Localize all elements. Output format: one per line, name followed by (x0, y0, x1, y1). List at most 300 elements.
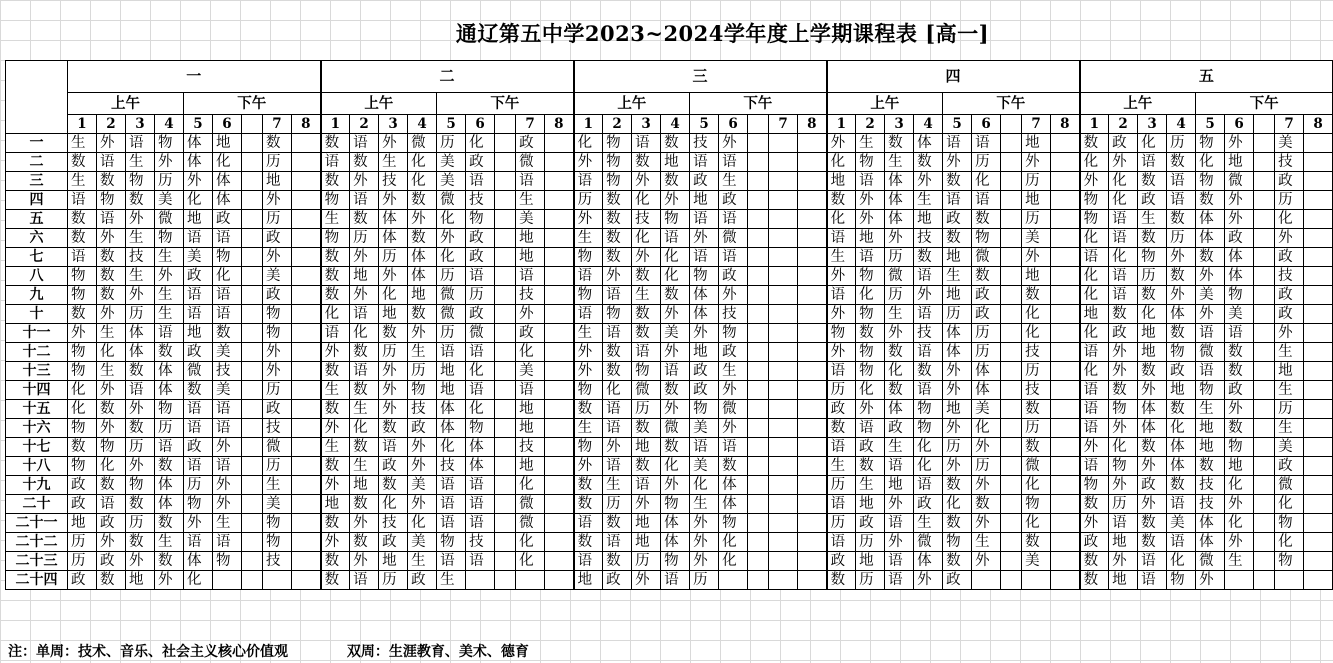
subject-cell: 语 (1109, 229, 1138, 248)
period-gap-cell (242, 153, 263, 172)
subject-cell: 数 (1196, 191, 1225, 210)
subject-cell: 语 (1109, 210, 1138, 229)
period-number: 4 (661, 115, 690, 134)
subject-cell: 语 (1167, 172, 1196, 191)
subject-cell: 外 (885, 495, 914, 514)
subject-cell: 外 (690, 514, 719, 533)
subject-cell: 数 (68, 210, 97, 229)
subject-cell: 语 (466, 476, 495, 495)
period-gap-cell (242, 191, 263, 210)
subject-cell: 外 (632, 172, 661, 191)
subject-cell (545, 400, 574, 419)
subject-cell: 地 (885, 476, 914, 495)
subject-cell: 数 (1225, 343, 1254, 362)
day-header: 五 (1080, 61, 1333, 93)
period-gap-cell (242, 533, 263, 552)
subject-cell: 外 (408, 210, 437, 229)
subject-cell: 政 (885, 419, 914, 438)
period-gap-cell (495, 134, 516, 153)
subject-cell: 化 (661, 267, 690, 286)
subject-cell: 微 (516, 514, 545, 533)
subject-cell: 外 (632, 495, 661, 514)
subject-cell: 物 (321, 191, 350, 210)
subject-cell: 数 (321, 172, 350, 191)
period-number: 4 (914, 115, 943, 134)
subject-cell: 外 (719, 134, 748, 153)
period-gap-cell (495, 210, 516, 229)
class-row (6, 400, 1333, 419)
subject-cell: 语 (350, 305, 379, 324)
subject-cell (545, 457, 574, 476)
subject-cell: 体 (126, 343, 155, 362)
period-gap-cell (242, 438, 263, 457)
subject-cell: 外 (213, 495, 242, 514)
subject-cell: 语 (213, 457, 242, 476)
subject-cell: 地 (379, 305, 408, 324)
subject-cell: 微 (632, 381, 661, 400)
morning-header: 上午 (574, 93, 690, 115)
period-gap-cell (748, 552, 769, 571)
subject-cell: 外 (719, 381, 748, 400)
subject-cell: 化 (856, 381, 885, 400)
subject-cell: 物 (97, 438, 126, 457)
class-row (6, 362, 1333, 381)
subject-cell: 物 (1196, 134, 1225, 153)
subject-cell: 体 (690, 286, 719, 305)
subject-cell (798, 134, 827, 153)
subject-cell: 化 (437, 210, 466, 229)
class-label: 二十一 (6, 514, 68, 533)
subject-cell: 微 (1196, 343, 1225, 362)
subject-cell: 外 (1196, 571, 1225, 590)
subject-cell: 政 (97, 552, 126, 571)
subject-cell: 数 (321, 134, 350, 153)
subject-cell: 生 (885, 305, 914, 324)
subject-cell (292, 191, 321, 210)
subject-cell: 外 (155, 153, 184, 172)
class-row (6, 134, 1333, 153)
subject-cell: 化 (1022, 514, 1051, 533)
subject-cell: 微 (437, 191, 466, 210)
subject-cell: 数 (126, 419, 155, 438)
period-gap-cell (1001, 248, 1022, 267)
subject-cell: 政 (690, 172, 719, 191)
subject-cell: 政 (1080, 533, 1109, 552)
subject-cell: 数 (155, 343, 184, 362)
subject-cell: 外 (943, 419, 972, 438)
period-gap-cell (1254, 514, 1275, 533)
subject-cell: 语 (213, 305, 242, 324)
subject-cell: 政 (1109, 324, 1138, 343)
subject-cell: 地 (632, 514, 661, 533)
subject-cell: 物 (437, 533, 466, 552)
subject-cell: 外 (350, 172, 379, 191)
subject-cell: 化 (516, 552, 545, 571)
subject-cell: 化 (1080, 229, 1109, 248)
subject-cell: 地 (408, 286, 437, 305)
subject-cell (292, 362, 321, 381)
subject-cell (769, 552, 798, 571)
subject-cell (292, 248, 321, 267)
subject-cell: 化 (321, 305, 350, 324)
subject-cell: 数 (661, 438, 690, 457)
period-number: 3 (126, 115, 155, 134)
subject-cell: 体 (184, 552, 213, 571)
subject-cell: 语 (719, 210, 748, 229)
subject-cell: 化 (943, 495, 972, 514)
subject-cell (292, 172, 321, 191)
subject-cell: 化 (1138, 134, 1167, 153)
subject-cell (1051, 134, 1080, 153)
subject-cell: 外 (350, 552, 379, 571)
subject-cell (1304, 172, 1333, 191)
subject-cell: 历 (972, 457, 1001, 476)
morning-header: 上午 (321, 93, 437, 115)
subject-cell: 美 (408, 476, 437, 495)
subject-cell: 技 (466, 191, 495, 210)
period-gap-cell (495, 305, 516, 324)
period-gap-cell (495, 571, 516, 590)
subject-cell: 美 (437, 172, 466, 191)
subject-cell: 政 (827, 400, 856, 419)
subject-cell: 地 (437, 362, 466, 381)
subject-cell: 语 (574, 267, 603, 286)
subject-cell: 数 (1138, 362, 1167, 381)
subject-cell: 政 (516, 324, 545, 343)
subject-cell: 语 (437, 476, 466, 495)
class-label: 三 (6, 172, 68, 191)
subject-cell: 政 (719, 343, 748, 362)
subject-cell (545, 552, 574, 571)
subject-cell: 数 (97, 571, 126, 590)
period-gap-cell (1001, 305, 1022, 324)
subject-cell: 政 (1138, 476, 1167, 495)
subject-cell (1304, 324, 1333, 343)
subject-cell: 外 (574, 153, 603, 172)
subject-cell: 地 (914, 210, 943, 229)
subject-cell: 体 (437, 419, 466, 438)
subject-cell: 政 (1275, 286, 1304, 305)
subject-cell: 生 (155, 286, 184, 305)
subject-cell: 语 (827, 229, 856, 248)
subject-cell (769, 267, 798, 286)
subject-cell (1304, 533, 1333, 552)
subject-cell: 地 (1022, 267, 1051, 286)
subject-cell: 语 (213, 419, 242, 438)
subject-cell: 外 (263, 343, 292, 362)
period-gap-cell (495, 533, 516, 552)
subject-cell: 技 (1022, 381, 1051, 400)
subject-cell (798, 552, 827, 571)
subject-cell: 生 (263, 476, 292, 495)
subject-cell (545, 286, 574, 305)
subject-cell: 政 (943, 210, 972, 229)
subject-cell: 外 (379, 191, 408, 210)
period-gap-cell (748, 476, 769, 495)
subject-cell: 外 (321, 533, 350, 552)
class-label: 二 (6, 153, 68, 172)
subject-cell: 体 (719, 495, 748, 514)
subject-cell: 外 (1167, 286, 1196, 305)
subject-cell: 历 (574, 191, 603, 210)
subject-cell: 历 (972, 153, 1001, 172)
subject-cell: 微 (1225, 172, 1254, 191)
period-gap-cell (495, 248, 516, 267)
subject-cell: 数 (321, 400, 350, 419)
subject-cell: 生 (68, 172, 97, 191)
period-gap-cell (242, 476, 263, 495)
subject-cell: 物 (1109, 400, 1138, 419)
subject-cell: 生 (321, 381, 350, 400)
subject-cell: 物 (155, 229, 184, 248)
subject-cell: 化 (914, 438, 943, 457)
subject-cell (769, 153, 798, 172)
subject-cell: 体 (379, 210, 408, 229)
period-gap-cell (1254, 438, 1275, 457)
subject-cell (292, 305, 321, 324)
subject-cell: 历 (155, 172, 184, 191)
subject-cell: 微 (437, 305, 466, 324)
period-number: 4 (408, 115, 437, 134)
subject-cell (798, 343, 827, 362)
subject-cell: 技 (379, 172, 408, 191)
subject-cell: 数 (379, 419, 408, 438)
subject-cell: 物 (68, 286, 97, 305)
subject-cell (292, 153, 321, 172)
subject-cell: 体 (155, 476, 184, 495)
subject-cell (769, 457, 798, 476)
subject-cell: 化 (1080, 362, 1109, 381)
subject-cell: 外 (943, 457, 972, 476)
subject-cell: 历 (885, 286, 914, 305)
period-number: 2 (97, 115, 126, 134)
subject-cell: 化 (1109, 172, 1138, 191)
subject-cell: 生 (1275, 381, 1304, 400)
period-gap-cell (748, 343, 769, 362)
subject-cell: 地 (943, 400, 972, 419)
class-row (6, 438, 1333, 457)
subject-cell: 数 (1080, 495, 1109, 514)
subject-cell: 体 (126, 324, 155, 343)
subject-cell: 语 (1080, 400, 1109, 419)
subject-cell: 数 (97, 400, 126, 419)
period-number: 4 (1167, 115, 1196, 134)
subject-cell: 历 (466, 286, 495, 305)
subject-cell: 生 (1138, 210, 1167, 229)
subject-cell: 外 (213, 476, 242, 495)
period-gap-cell (748, 438, 769, 457)
period-gap-cell (1001, 229, 1022, 248)
subject-cell: 生 (126, 229, 155, 248)
subject-cell: 物 (466, 419, 495, 438)
subject-cell: 语 (350, 191, 379, 210)
period-number: 1 (321, 115, 350, 134)
subject-cell: 语 (856, 248, 885, 267)
subject-cell: 外 (97, 533, 126, 552)
subject-cell (798, 191, 827, 210)
subject-cell: 语 (1167, 533, 1196, 552)
subject-cell: 化 (1109, 248, 1138, 267)
subject-cell: 美 (1022, 229, 1051, 248)
subject-cell: 政 (466, 153, 495, 172)
subject-cell: 数 (68, 305, 97, 324)
subject-cell: 地 (856, 552, 885, 571)
subject-cell: 语 (914, 305, 943, 324)
subject-cell: 历 (155, 419, 184, 438)
subject-cell (798, 571, 827, 590)
subject-cell: 化 (972, 172, 1001, 191)
subject-cell: 语 (943, 134, 972, 153)
subject-cell: 语 (68, 248, 97, 267)
subject-cell: 数 (1225, 419, 1254, 438)
subject-cell (769, 533, 798, 552)
subject-cell: 外 (213, 438, 242, 457)
period-gap-cell (242, 324, 263, 343)
subject-cell: 政 (972, 305, 1001, 324)
class-label: 六 (6, 229, 68, 248)
subject-cell: 物 (690, 267, 719, 286)
subject-cell (798, 400, 827, 419)
subject-cell: 微 (661, 419, 690, 438)
subject-cell: 化 (68, 381, 97, 400)
subject-cell: 生 (885, 153, 914, 172)
subject-cell (545, 324, 574, 343)
period-gap-cell (748, 248, 769, 267)
subject-cell: 生 (1275, 419, 1304, 438)
subject-cell: 历 (1022, 362, 1051, 381)
subject-cell: 数 (379, 324, 408, 343)
subject-cell (1051, 229, 1080, 248)
subject-cell: 地 (1138, 324, 1167, 343)
subject-cell: 体 (914, 552, 943, 571)
subject-cell (1051, 267, 1080, 286)
subject-cell: 语 (885, 457, 914, 476)
subject-cell (292, 571, 321, 590)
subject-cell (545, 248, 574, 267)
subject-cell: 语 (466, 172, 495, 191)
subject-cell: 外 (719, 419, 748, 438)
class-label: 十九 (6, 476, 68, 495)
subject-cell (1051, 172, 1080, 191)
subject-cell: 体 (1196, 514, 1225, 533)
subject-cell: 地 (1225, 153, 1254, 172)
subject-cell: 美 (408, 533, 437, 552)
subject-cell: 物 (690, 400, 719, 419)
subject-cell: 语 (466, 514, 495, 533)
subject-cell: 外 (632, 571, 661, 590)
subject-cell: 历 (827, 476, 856, 495)
period-gap-cell (1001, 172, 1022, 191)
subject-cell: 语 (321, 324, 350, 343)
period-gap-cell (1001, 400, 1022, 419)
subject-cell: 化 (632, 191, 661, 210)
subject-cell: 数 (661, 286, 690, 305)
subject-cell (769, 362, 798, 381)
class-row (6, 419, 1333, 438)
subject-cell (545, 343, 574, 362)
subject-cell: 物 (408, 381, 437, 400)
subject-cell: 语 (184, 229, 213, 248)
period-number: 4 (155, 115, 184, 134)
subject-cell: 物 (126, 476, 155, 495)
subject-cell (1051, 343, 1080, 362)
subject-cell (545, 210, 574, 229)
period-gap (242, 115, 263, 134)
subject-cell: 语 (1225, 324, 1254, 343)
subject-cell: 语 (213, 533, 242, 552)
subject-cell: 外 (1109, 476, 1138, 495)
subject-cell: 数 (68, 229, 97, 248)
period-gap-cell (242, 514, 263, 533)
subject-cell: 地 (1138, 343, 1167, 362)
day-header: 二 (321, 61, 574, 93)
subject-cell: 数 (632, 419, 661, 438)
subject-cell: 语 (885, 514, 914, 533)
subject-cell: 体 (943, 324, 972, 343)
subject-cell: 生 (350, 457, 379, 476)
subject-cell: 数 (184, 381, 213, 400)
subject-cell: 语 (661, 571, 690, 590)
subject-cell: 外 (379, 134, 408, 153)
subject-cell: 生 (719, 362, 748, 381)
subject-cell: 外 (1138, 381, 1167, 400)
subject-cell (1304, 210, 1333, 229)
subject-cell (1051, 514, 1080, 533)
subject-cell: 外 (126, 457, 155, 476)
subject-cell: 体 (1196, 533, 1225, 552)
period-gap-cell (748, 229, 769, 248)
subject-cell: 数 (1225, 362, 1254, 381)
subject-cell: 物 (972, 229, 1001, 248)
period-number: 3 (379, 115, 408, 134)
class-label: 二十 (6, 495, 68, 514)
class-row (6, 153, 1333, 172)
subject-cell: 数 (321, 571, 350, 590)
subject-cell: 体 (408, 267, 437, 286)
subject-cell: 数 (321, 286, 350, 305)
subject-cell: 外 (972, 552, 1001, 571)
subject-cell: 政 (68, 495, 97, 514)
subject-cell: 外 (350, 248, 379, 267)
period-number: 2 (856, 115, 885, 134)
subject-cell: 物 (1196, 381, 1225, 400)
subject-cell: 物 (263, 305, 292, 324)
subject-cell: 数 (126, 495, 155, 514)
subject-cell: 外 (603, 267, 632, 286)
period-gap-cell (495, 343, 516, 362)
subject-cell: 语 (184, 305, 213, 324)
period-gap-cell (1001, 267, 1022, 286)
subject-cell: 微 (885, 267, 914, 286)
subject-cell (545, 381, 574, 400)
subject-cell: 语 (516, 172, 545, 191)
subject-cell: 历 (437, 134, 466, 153)
subject-cell: 技 (437, 457, 466, 476)
subject-cell (292, 457, 321, 476)
period-gap-cell (1254, 381, 1275, 400)
subject-cell: 历 (126, 438, 155, 457)
subject-cell (1304, 514, 1333, 533)
period-gap-cell (1001, 476, 1022, 495)
subject-cell: 语 (466, 381, 495, 400)
subject-cell (1051, 533, 1080, 552)
subject-cell: 数 (603, 343, 632, 362)
subject-cell (798, 267, 827, 286)
day-header-row (6, 61, 1333, 93)
subject-cell: 数 (350, 343, 379, 362)
subject-cell: 地 (1022, 134, 1051, 153)
class-label: 二十三 (6, 552, 68, 571)
